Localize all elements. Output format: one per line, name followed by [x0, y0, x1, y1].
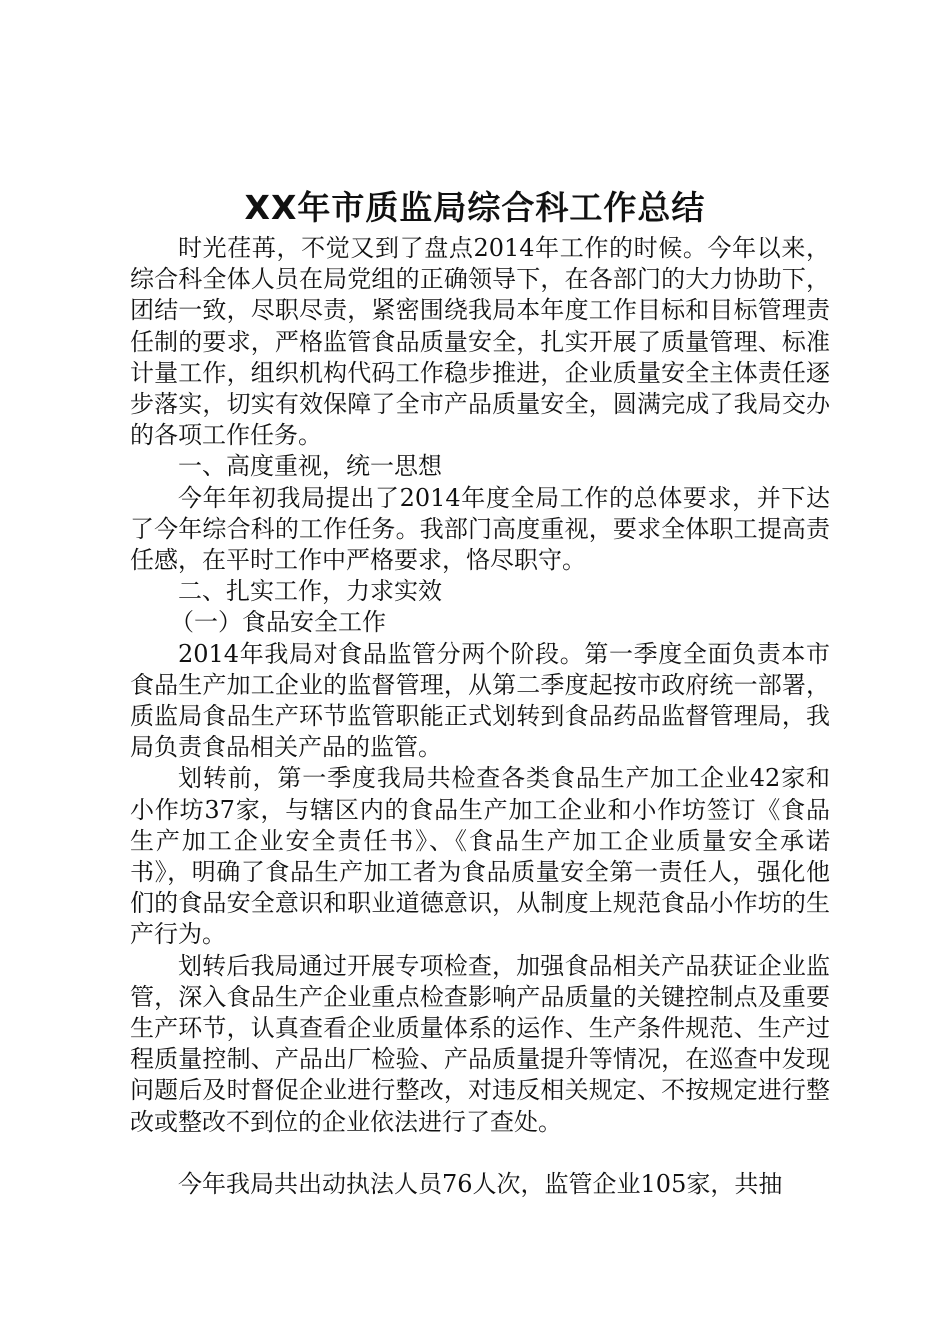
food-safety-paragraph-2: 划转前，第一季度我局共检查各类食品生产加工企业42家和小作坊37家，与辖区内的食品生产加工企业和小作坊签订《食品生产加工企业安全责任书》、《食品生产加工企业质量安全承诺书》，明确了食品生产加工者为食品质量安全第一责任人，强化他们的食品安全意识和职业道德意识，从制度上规范食品小作坊的生产行为。 — [130, 764, 830, 949]
intro-paragraph: 时光荏苒，不觉又到了盘点2014年工作的时候。今年以来，综合科全体人员在局党组的正确领导下，在各部门的大力协助下，团结一致，尽职尽责，紧密围绕我局本年度工作目标和目标管理责任制的要求，严格监管食品质量安全，扎实开展了质量管理、标准计量工作，组织机构代码工作稳步推进，企业质量安全主体责任逐步落实，切实有效保障了全市产品质量安全，圆满完成了我局交办的各项工作任务。 — [130, 234, 830, 450]
food-safety-paragraph-4: 今年我局共出动执法人员76人次，监管企业105家，共抽 — [178, 1169, 783, 1198]
document-title: XX年市质监局综合科工作总结 — [244, 188, 706, 227]
document-body — [130, 233, 830, 1200]
subsection-heading-food-safety: （一）食品安全工作 — [170, 608, 386, 637]
section-heading-1: 一、高度重视，统一思想 — [178, 452, 442, 481]
section-1-paragraph: 今年年初我局提出了2014年度全局工作的总体要求，并下达了今年综合科的工作任务。我部门高度重视，要求全体职工提高责任感，在平时工作中严格要求，恪尽职守。 — [130, 483, 830, 575]
section-heading-2: 二、扎实工作，力求实效 — [178, 577, 442, 606]
food-safety-paragraph-3: 划转后我局通过开展专项检查，加强食品相关产品获证企业监管，深入食品生产企业重点检查影响产品质量的关键控制点及重要生产环节，认真查看企业质量体系的运作、生产条件规范、生产过程质量控制、产品出厂检验、产品质量提升等情况，在巡查中发现问题后及时督促企业进行整改，对违反相关规定、不按规定进行整改或整改不到位的企业依法进行了查处。 — [130, 951, 830, 1136]
food-safety-paragraph-1: 2014年我局对食品监管分两个阶段。第一季度全面负责本市食品生产加工企业的监督管理，从第二季度起按市政府统一部署，质监局食品生产环节监管职能正式划转到食品药品监督管理局，我局负责食品相关产品的监管。 — [130, 639, 830, 762]
